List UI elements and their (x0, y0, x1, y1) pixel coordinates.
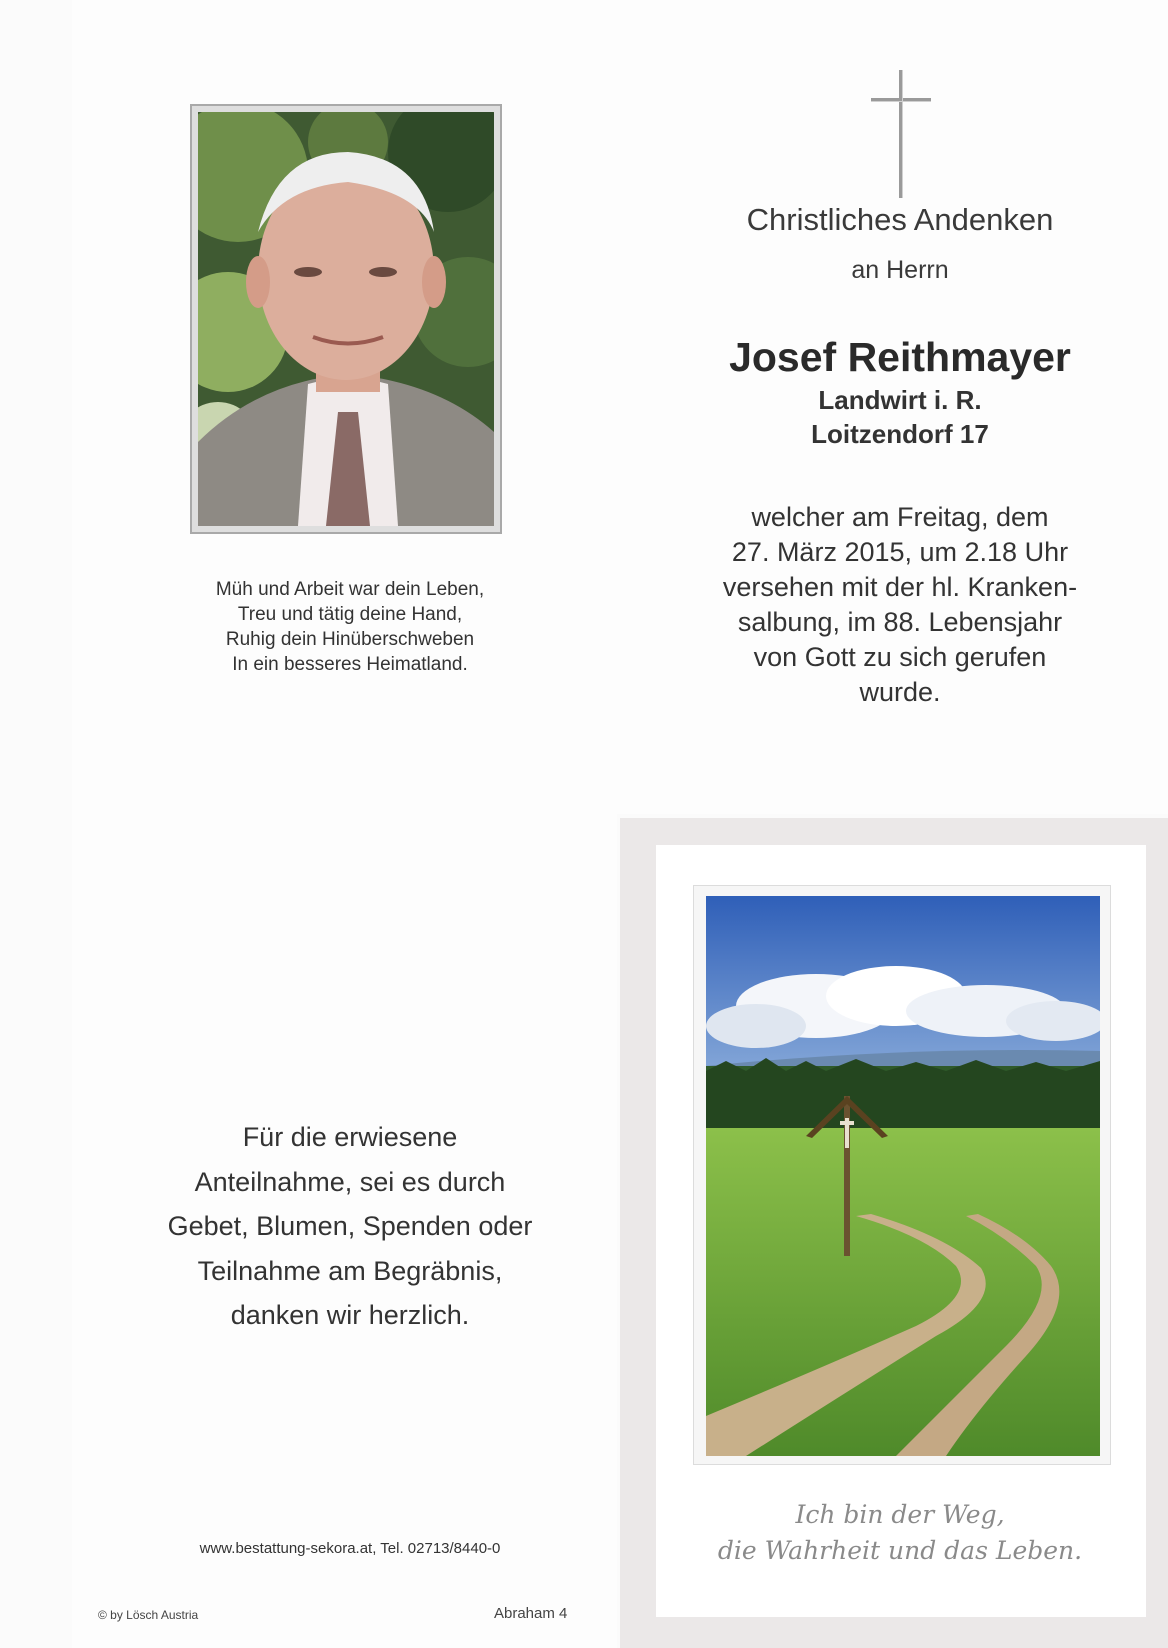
poem-line: Treu und tätig deine Hand, (237, 604, 463, 625)
announcement-line: welcher am Freitag, dem (751, 502, 1049, 532)
announcement-line: salbung, im 88. Lebensjahr (737, 607, 1063, 637)
announcement-line: versehen mit der hl. Kranken- (722, 572, 1078, 602)
thanks-line: Teilnahme am Begräbnis, (197, 1255, 503, 1286)
thanks-text (130, 1115, 570, 1338)
portrait-frame (190, 104, 502, 534)
cross-icon (869, 70, 933, 198)
funeral-home-contact: www.bestattung-sekora.at, Tel. 02713/8440-0 (199, 1540, 501, 1557)
thanks-line: Anteilnahme, sei es durch (194, 1166, 506, 1197)
portrait-photo (198, 112, 494, 526)
landscape-photo (706, 896, 1100, 1456)
address: Loitzendorf 17 (811, 419, 989, 449)
poem-line: Müh und Arbeit war dein Leben, (215, 579, 485, 600)
quote-line-2: die Wahrheit und das Leben. (717, 1536, 1083, 1565)
quote-line-1: Ich bin der Weg, (795, 1500, 1005, 1529)
poem-line: In ein besseres Heimatland. (232, 654, 468, 675)
card-title: Christliches Andenken (746, 202, 1054, 237)
salutation: an Herrn (851, 256, 949, 284)
card-model: Abraham 4 (494, 1605, 568, 1622)
occupation: Landwirt i. R. (818, 385, 982, 415)
announcement-line: 27. März 2015, um 2.18 Uhr (731, 537, 1069, 567)
poem-line: Ruhig dein Hinüberschweben (225, 629, 475, 650)
thanks-line: Gebet, Blumen, Spenden oder (167, 1211, 533, 1241)
announcement-line: von Gott zu sich gerufen (753, 642, 1047, 672)
poem (130, 577, 570, 677)
announcement-line: wurde. (859, 677, 941, 707)
deceased-name: Josef Reithmayer (729, 334, 1071, 380)
death-announcement (660, 500, 1140, 710)
thanks-line: danken wir herzlich. (230, 1300, 470, 1330)
thanks-line: Für die erwiesene (242, 1122, 458, 1152)
copyright: © by Lösch Austria (98, 1608, 199, 1622)
